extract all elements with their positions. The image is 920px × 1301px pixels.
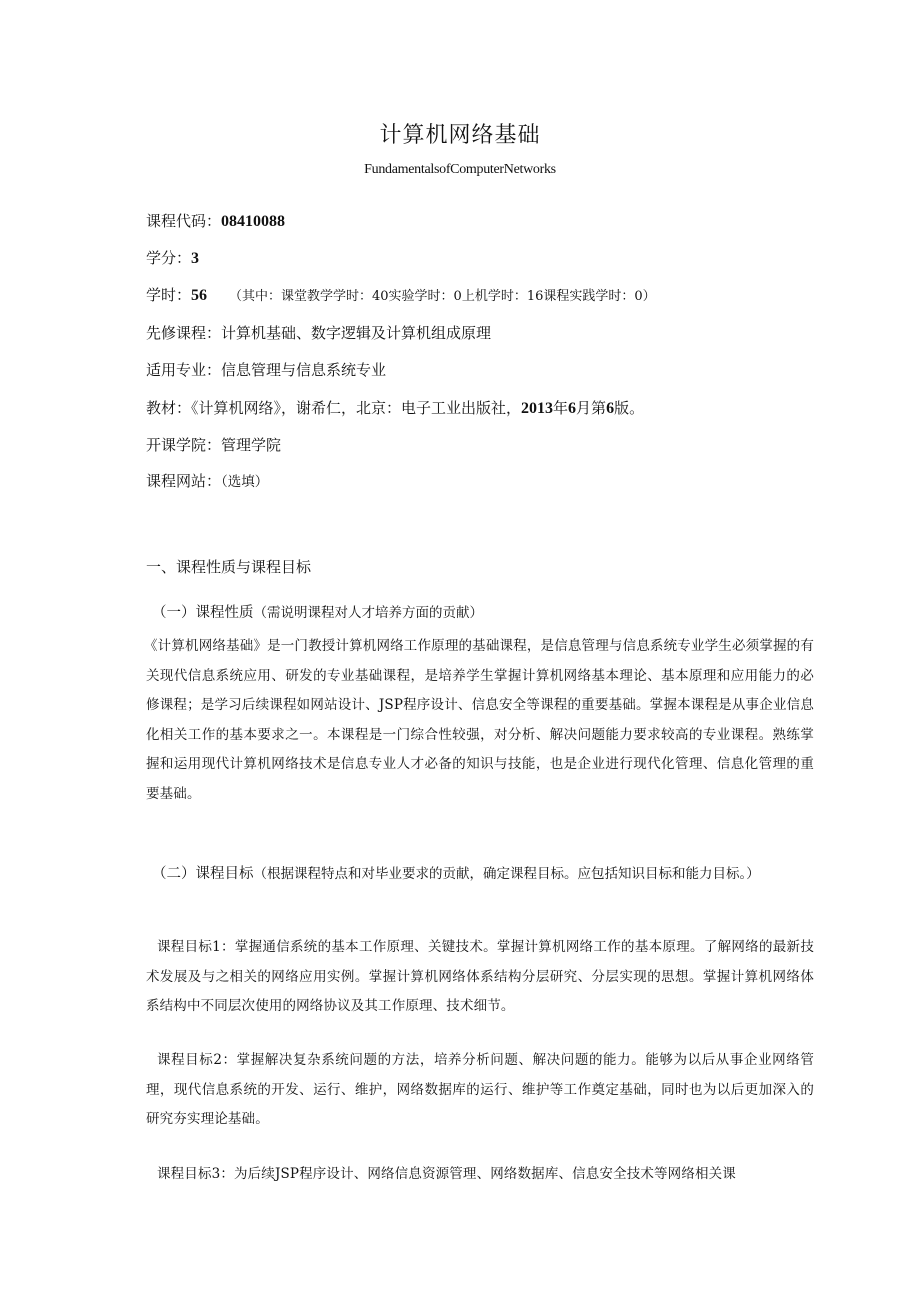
- major-label: 适用专业：: [146, 361, 222, 379]
- college-value: 管理学院: [221, 436, 282, 454]
- course-title: 计算机网络基础: [379, 123, 541, 148]
- credit-value: 3: [191, 250, 200, 267]
- goal-1: 课程目标1：掌握通信系统的基本工作原理、关键技术。掌握计算机网络工作的基本原理。了解网络的最新技术发展及与之相关的网络应用实例。掌握计算机网络体系结构分层研究、分层实现的思想。掌握计算机网络体系结构中不同层次使用的网络协议及其工作原理、技术细节。: [146, 939, 814, 1014]
- prereq-line: [146, 323, 491, 343]
- textbook-value-e: 月第: [576, 399, 607, 417]
- credit-line: [146, 248, 199, 269]
- nature-heading-prefix: （一）: [152, 605, 196, 621]
- textbook-value-a: 《计算机网络》，谢希仁，北京：电子工业出版社，: [191, 399, 522, 417]
- nature-body: 《计算机网络基础》是一门教授计算机网络工作原理的基础课程，是信息管理与信息系统专业学生必须掌握的有关现代信息系统应用、研发的专业基础课程，是培养学生掌握计算机网络基本理论、基本原理和应用能力的必修课程；是学习后续课程如网站设计、JSP程序设计、信息安全等课程的重要基础。掌握本课程是从事企业信息化相关工作的基本要求之一。本课程是一门综合性较强，对分析、解决问题能力要求较高的专业课程。熟练掌握和运用现代计算机网络技术是信息专业人才必备的知识与技能，也是企业进行现代化管理、信息化管理的重要基础。: [144, 638, 814, 802]
- textbook-year: 2013: [521, 400, 554, 417]
- hours-label: 学时：: [146, 286, 192, 304]
- nature-heading-note: （需说明课程对人才培养方面的贡献）: [253, 605, 483, 621]
- textbook-label: 教材：: [146, 399, 192, 417]
- textbook-value-g: 版。: [614, 399, 645, 417]
- textbook-line: [146, 398, 644, 419]
- goal-3: 课程目标3：为后续JSP程序设计、网络信息资源管理、网络数据库、信息安全技术等网络相关课: [157, 1166, 736, 1182]
- textbook-value-c: 年: [553, 399, 569, 417]
- credit-label: 学分：: [146, 249, 192, 267]
- course-english-title: FundamentalsofComputerNetworks: [364, 162, 556, 177]
- section-heading: 一、课程性质与课程目标: [146, 558, 312, 576]
- goal-2: 课程目标2：掌握解决复杂系统问题的方法，培养分析问题、解决问题的能力。能够为以后从事企业网络管理，现代信息系统的开发、运行、维护，网络数据库的运行、维护等工作奠定基础，同时也为以后更加深入的研究夯实理论基础。: [146, 1052, 814, 1127]
- college-line: [146, 435, 281, 455]
- goals-heading-prefix: （二）: [152, 866, 196, 882]
- nature-heading-strong: 课程性质: [195, 605, 254, 621]
- textbook-edition: 6: [606, 400, 615, 417]
- website-line: [146, 471, 268, 492]
- website-value: （选填）: [221, 474, 269, 490]
- course-code-line: [146, 211, 285, 232]
- nature-heading: [152, 601, 483, 622]
- course-code-value: 08410088: [221, 213, 286, 230]
- hours-value: 56: [191, 287, 208, 304]
- goals-heading-strong: 课程目标: [195, 866, 254, 882]
- major-line: [146, 360, 386, 380]
- hours-note: （其中：课堂教学学时：40实验学时：0上机学时：16课程实践学时：0）: [229, 289, 656, 304]
- course-code-label: 课程代码：: [146, 212, 222, 230]
- hours-line: [146, 285, 656, 307]
- goals-heading-note: （根据课程特点和对毕业要求的贡献，确定课程目标。应包括知识目标和能力目标。）: [253, 866, 760, 882]
- major-value: 信息管理与信息系统专业: [221, 361, 387, 379]
- prereq-label: 先修课程：: [146, 324, 222, 342]
- goals-heading: [146, 860, 814, 890]
- textbook-month: 6: [568, 400, 577, 417]
- college-label: 开课学院：: [146, 436, 222, 454]
- website-label: 课程网站：: [146, 472, 222, 490]
- prereq-value: 计算机基础、数字逻辑及计算机组成原理: [221, 324, 492, 342]
